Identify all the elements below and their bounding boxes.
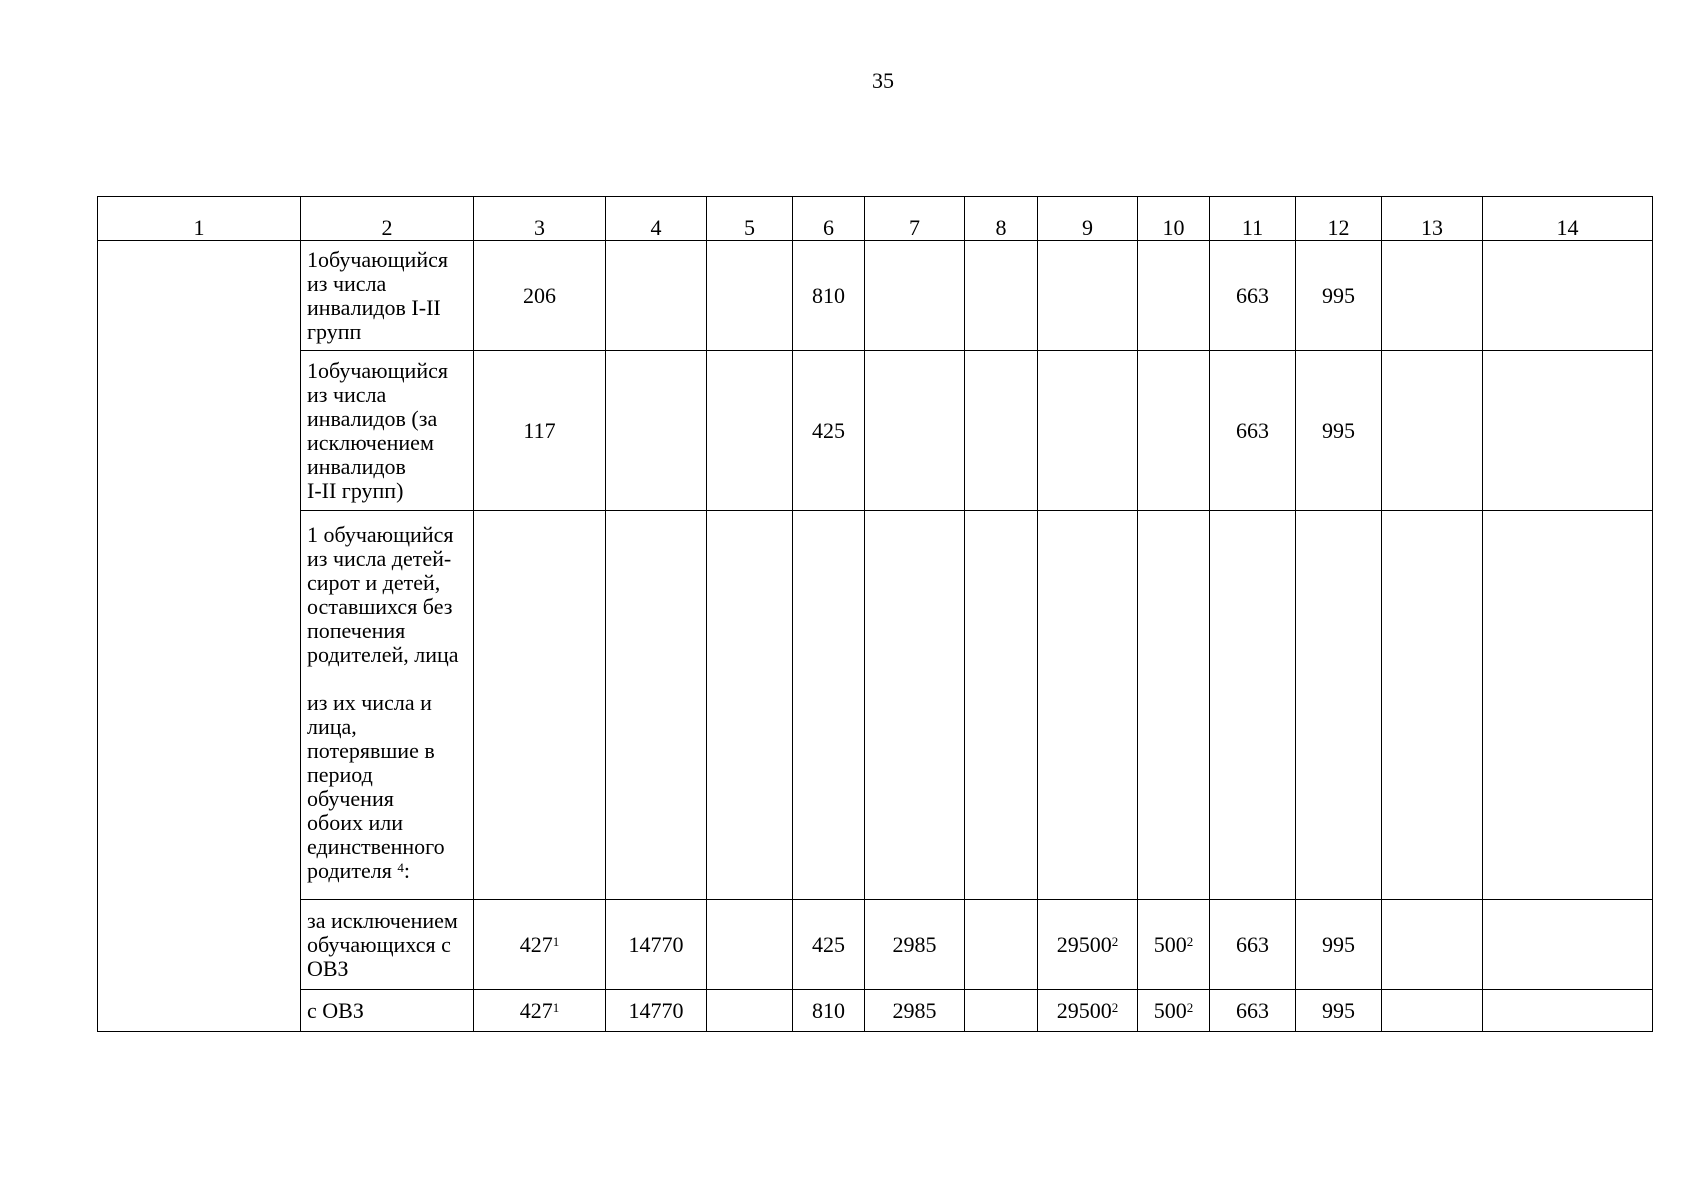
empty-cell: [1038, 511, 1138, 900]
empty-cell: [1138, 241, 1210, 351]
description-line: обучения: [307, 786, 394, 811]
column-number: 4: [606, 197, 707, 241]
description-line: из числа: [307, 270, 387, 296]
footnote-marker: 1: [552, 999, 560, 1015]
description-line: I-II групп): [307, 477, 404, 503]
description-line: с ОВЗ: [307, 997, 364, 1023]
cell-value: 995: [1296, 241, 1382, 351]
description-line: из их числа и: [307, 690, 432, 715]
table-row: [98, 990, 1653, 1032]
column-number: 3: [474, 197, 606, 241]
cell-value: 663: [1210, 241, 1296, 351]
cell-value: 995: [1296, 351, 1382, 511]
empty-cell: [707, 511, 793, 900]
empty-cell: [793, 511, 865, 900]
empty-cell: [1138, 351, 1210, 511]
description-line: единственного: [307, 834, 445, 859]
description-line: оставшихся без: [307, 594, 453, 619]
empty-cell: [1296, 511, 1382, 900]
value-text: 427: [519, 931, 553, 957]
cell-value: 14770: [606, 900, 707, 990]
empty-cell: [707, 241, 793, 351]
description-line: инвалидов I-II: [307, 294, 441, 320]
value-text: 29500: [1056, 997, 1112, 1023]
data-table: [97, 196, 1653, 1032]
footnote-marker: 2: [1186, 999, 1194, 1015]
empty-cell: [1382, 990, 1483, 1032]
empty-cell: [865, 351, 965, 511]
cell-value: [474, 900, 606, 990]
description-text: родителя: [307, 858, 392, 883]
table-row: [98, 511, 1653, 900]
column-number: 13: [1382, 197, 1483, 241]
cell-value: 663: [1210, 351, 1296, 511]
description-line: 1обучающийся: [307, 357, 448, 383]
cell-value: 2985: [865, 990, 965, 1032]
footnote-marker: 2: [1111, 999, 1119, 1015]
empty-cell: [1382, 351, 1483, 511]
column-number: 11: [1210, 197, 1296, 241]
description-suffix: :: [403, 858, 410, 883]
empty-cell: [1483, 241, 1653, 351]
cell-value: 810: [793, 990, 865, 1032]
empty-cell: [1038, 241, 1138, 351]
cell-value: 14770: [606, 990, 707, 1032]
empty-cell: [707, 990, 793, 1032]
table-row: [98, 900, 1653, 990]
empty-cell: [965, 511, 1038, 900]
footnote-marker: 1: [552, 933, 560, 949]
cell-value: 663: [1210, 990, 1296, 1032]
value-text: 500: [1153, 931, 1187, 957]
description-line: родителей, лица: [307, 642, 459, 667]
column-number: 6: [793, 197, 865, 241]
cell-value: [1138, 990, 1210, 1032]
empty-cell: [865, 241, 965, 351]
column-number: 10: [1138, 197, 1210, 241]
column-number: 1: [98, 197, 301, 241]
empty-cell: [1483, 900, 1653, 990]
description-line: инвалидов (за: [307, 405, 438, 431]
description-line: из числа детей-: [307, 546, 452, 571]
description-line: 1обучающийся: [307, 246, 448, 272]
description-line: [307, 859, 471, 883]
cell-value: [1138, 900, 1210, 990]
row-description: [301, 241, 474, 351]
empty-cell: [606, 511, 707, 900]
empty-cell: [965, 900, 1038, 990]
description-line: период: [307, 762, 373, 787]
description-line: попечения: [307, 618, 406, 643]
description-line: за исключением: [307, 907, 458, 933]
footnote-marker: 4: [397, 860, 404, 875]
page-number: 35: [872, 68, 894, 93]
description-line: сирот и детей,: [307, 570, 441, 595]
column-number: 7: [865, 197, 965, 241]
empty-cell: [98, 241, 301, 1032]
description-line: групп: [307, 318, 362, 344]
empty-cell: [1483, 511, 1653, 900]
cell-value: [1038, 990, 1138, 1032]
cell-value: 2985: [865, 900, 965, 990]
cell-value: 206: [474, 241, 606, 351]
cell-value: 425: [793, 900, 865, 990]
empty-cell: [474, 511, 606, 900]
column-number: 5: [707, 197, 793, 241]
empty-cell: [606, 241, 707, 351]
description-line: инвалидов: [307, 453, 406, 479]
empty-cell: [865, 511, 965, 900]
column-number: 2: [301, 197, 474, 241]
table-row: [98, 241, 1653, 351]
cell-value: 995: [1296, 900, 1382, 990]
column-number: 14: [1483, 197, 1653, 241]
empty-cell: [1382, 511, 1483, 900]
value-text: 427: [519, 997, 553, 1023]
empty-cell: [1382, 241, 1483, 351]
row-description: [301, 990, 474, 1032]
empty-cell: [707, 351, 793, 511]
footnote-marker: 2: [1111, 933, 1119, 949]
empty-cell: [1210, 511, 1296, 900]
table-row: [98, 351, 1653, 511]
column-number: 12: [1296, 197, 1382, 241]
cell-value: 995: [1296, 990, 1382, 1032]
value-text: 500: [1153, 997, 1187, 1023]
row-description: [301, 900, 474, 990]
column-number: 9: [1038, 197, 1138, 241]
description-line: 1 обучающийся: [307, 522, 454, 547]
empty-cell: [965, 990, 1038, 1032]
row-description: [301, 511, 474, 900]
empty-cell: [1038, 351, 1138, 511]
cell-value: 425: [793, 351, 865, 511]
empty-cell: [1483, 351, 1653, 511]
cell-value: [1038, 900, 1138, 990]
description-line: обучающихся с: [307, 931, 451, 957]
empty-cell: [1382, 900, 1483, 990]
footnote-marker: 2: [1186, 933, 1194, 949]
description-line: ОВЗ: [307, 955, 349, 981]
empty-cell: [965, 351, 1038, 511]
cell-value: 117: [474, 351, 606, 511]
description-line: лица,: [307, 714, 357, 739]
row-description: [301, 351, 474, 511]
empty-cell: [1138, 511, 1210, 900]
description-line: потерявшие в: [307, 738, 435, 763]
value-text: 29500: [1056, 931, 1112, 957]
description-line: исключением: [307, 429, 434, 455]
paragraph-gap: [307, 667, 471, 691]
empty-cell: [965, 241, 1038, 351]
empty-cell: [707, 900, 793, 990]
column-number-row: [98, 197, 1653, 241]
column-number: 8: [965, 197, 1038, 241]
description-line: из числа: [307, 381, 387, 407]
empty-cell: [1483, 990, 1653, 1032]
cell-value: [474, 990, 606, 1032]
cell-value: 663: [1210, 900, 1296, 990]
cell-value: 810: [793, 241, 865, 351]
empty-cell: [606, 351, 707, 511]
description-line: обоих или: [307, 810, 403, 835]
